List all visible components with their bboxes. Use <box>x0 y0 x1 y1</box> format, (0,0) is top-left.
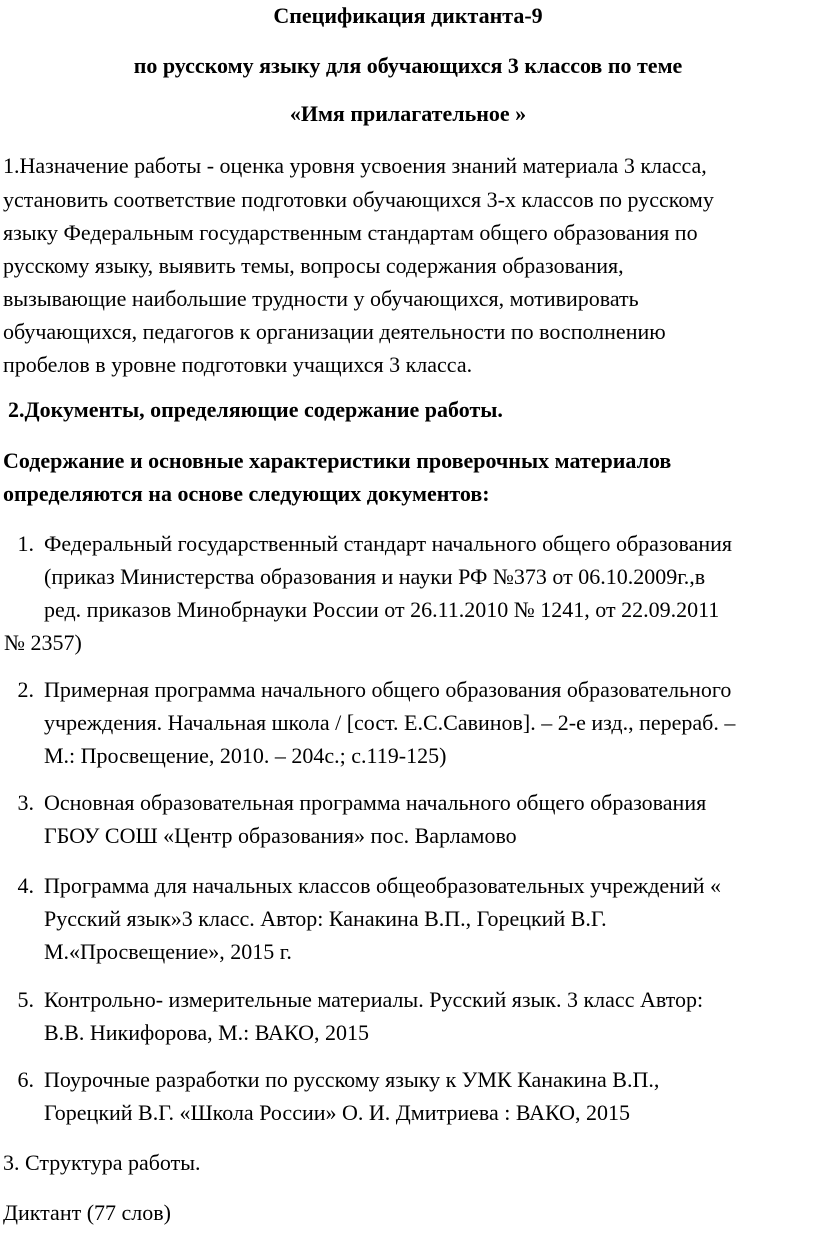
list-item-line: Горецкий В.Г. «Школа России» О. И. Дмитриева : ВАКО, 2015 <box>44 1100 631 1125</box>
paragraph-line: обучающихся, педагогов к организации деятельности по восполнению <box>3 319 666 344</box>
paragraph-line: установить соответствие подготовки обучающихся 3-х классов по русскому <box>3 187 714 212</box>
list-item-line: Программа для начальных классов общеобразовательных учреждений « <box>44 873 721 898</box>
list-item-number: 3. <box>17 790 34 815</box>
document-topic: «Имя прилагательное » <box>289 101 527 126</box>
paragraph-line: языку Федеральным государственным стандартам общего образования по <box>3 220 698 245</box>
document-subtitle: по русскому языку для обучающихся 3 классов по теме <box>133 53 683 78</box>
list-item-number: 6. <box>17 1067 34 1092</box>
paragraph-line: пробелов в уровне подготовки учащихся 3 класса. <box>3 352 473 377</box>
list-item-line: Федеральный государственный стандарт начального общего образования <box>44 531 733 556</box>
list-item-line: ред. приказов Минобрнауки России от 26.11.2010 № 1241, от 22.09.2011 <box>44 597 720 622</box>
paragraph-line: 1.Назначение работы - оценка уровня усвоения знаний материала 3 класса, <box>3 153 707 178</box>
list-item-line: Поурочные разработки по русскому языку к УМК Канакина В.П., <box>44 1067 660 1092</box>
document-title: Спецификация диктанта-9 <box>273 3 543 28</box>
list-item-line: Русский язык»3 класс. Автор: Канакина В.П., Горецкий В.Г. <box>44 906 607 931</box>
list-item-number: 1. <box>17 531 34 556</box>
section-heading-structure: 3. Структура работы. <box>3 1150 201 1175</box>
documents-intro-line: Содержание и основные характеристики проверочных материалов <box>3 448 672 473</box>
section-heading-documents: 2.Документы, определяющие содержание работы. <box>8 397 503 422</box>
list-item-line: Контрольно- измерительные материалы. Русский язык. 3 класс Автор: <box>44 987 704 1012</box>
list-item-number: 4. <box>17 873 34 898</box>
list-item-line: Примерная программа начального общего образования образовательного <box>44 677 732 702</box>
paragraph-line: вызывающие наибольшие трудности у обучающихся, мотивировать <box>3 286 639 311</box>
list-item-line: ГБОУ СОШ «Центр образования» пос. Варламово <box>44 823 517 848</box>
documents-intro-line: определяются на основе следующих документов: <box>3 481 490 506</box>
list-item-line: М.«Просвещение», 2015 г. <box>44 939 292 964</box>
list-item-line: (приказ Министерства образования и науки РФ №373 от 06.10.2009г.,в <box>44 564 706 589</box>
paragraph-line: русскому языку, выявить темы, вопросы содержания образования, <box>3 253 624 278</box>
list-item-line: В.В. Никифорова, М.: ВАКО, 2015 <box>44 1020 369 1045</box>
list-item-line: Основная образовательная программа начального общего образования <box>44 790 707 815</box>
structure-text: Диктант (77 слов) <box>3 1200 171 1225</box>
list-item-line: № 2357) <box>4 630 82 655</box>
list-item-line: учреждения. Начальная школа / [сост. Е.С.Савинов]. – 2-е изд., перераб. – <box>44 710 736 735</box>
list-item-line: М.: Просвещение, 2010. – 204с.; с.119-125) <box>44 743 447 768</box>
list-item-number: 2. <box>17 677 34 702</box>
list-item-number: 5. <box>17 987 34 1012</box>
